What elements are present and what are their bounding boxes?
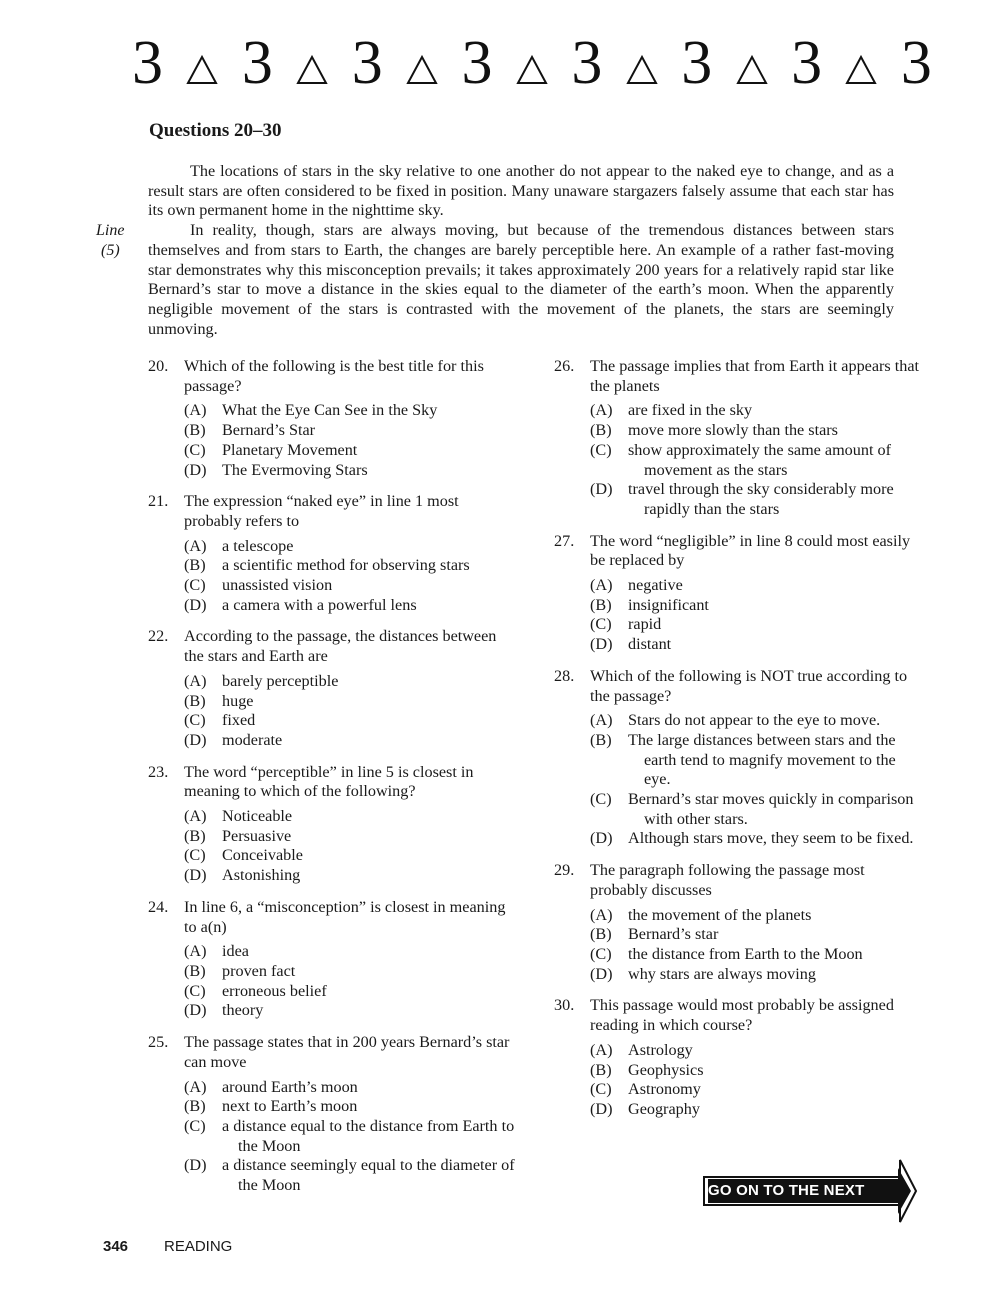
question-stem: The expression “naked eye” in line 1 most probably refers to — [184, 492, 459, 530]
answer-choice[interactable] — [590, 829, 924, 849]
answer-choice[interactable] — [184, 537, 518, 557]
question-number: 30. — [554, 996, 575, 1015]
choice-text: distant — [628, 635, 672, 654]
choice-text: the movement of the planets — [628, 905, 812, 924]
choice-letter: (C) — [184, 846, 206, 865]
answer-choice[interactable] — [184, 556, 518, 576]
answer-choice[interactable] — [184, 866, 518, 886]
choice-letter: (A) — [184, 536, 207, 555]
choice-letter: (D) — [184, 595, 207, 614]
answer-choice[interactable] — [184, 1001, 518, 1021]
triangle-icon — [515, 53, 549, 87]
answer-choice[interactable] — [184, 1117, 518, 1156]
choice-letter: (D) — [184, 1001, 207, 1020]
choice-text: insignificant — [628, 595, 709, 614]
question-stem: The word “negligible” in line 8 could most easily be replaced by — [590, 531, 911, 570]
choice-text: Geography — [628, 1099, 700, 1118]
choice-letter: (B) — [184, 556, 206, 575]
section-number: 3 — [571, 29, 603, 97]
choice-letter: (B) — [184, 826, 206, 845]
question-number: 26. — [554, 357, 575, 375]
question-stem: The paragraph following the passage most probably discusses — [590, 861, 865, 899]
choice-text: Astonishing — [222, 866, 301, 885]
answer-choice[interactable] — [590, 965, 924, 985]
answer-choice[interactable] — [590, 711, 924, 731]
choice-letter: (D) — [590, 829, 613, 848]
question-item — [148, 492, 518, 615]
section-number: 3 — [132, 29, 163, 97]
choice-text: Astronomy — [628, 1080, 701, 1099]
answer-choice[interactable] — [184, 692, 518, 712]
choice-text: a distance equal to the distance from Earth to the Moon — [222, 1116, 515, 1155]
answer-choice[interactable] — [590, 925, 924, 945]
choice-letter: (A) — [590, 401, 613, 420]
section-number: 3 — [461, 29, 493, 97]
page-number: 346 — [103, 1238, 129, 1255]
answer-choice[interactable] — [590, 945, 924, 965]
choice-text: huge — [222, 691, 254, 710]
choice-text: a camera with a powerful lens — [222, 595, 417, 614]
choice-letter: (C) — [184, 1116, 206, 1135]
question-number: 22. — [148, 627, 169, 646]
choice-letter: (D) — [184, 866, 207, 885]
answer-choice[interactable] — [590, 1041, 924, 1061]
question-number: 24. — [148, 897, 169, 916]
choice-letter: (C) — [590, 790, 612, 809]
choice-letter: (D) — [184, 460, 207, 479]
triangle-icon — [295, 53, 329, 87]
answer-choice[interactable] — [590, 480, 924, 519]
question-number: 27. — [554, 531, 575, 550]
answer-choice[interactable] — [590, 576, 924, 596]
question-stem: According to the passage, the distances between the stars and Earth are — [184, 627, 497, 666]
section-header-band — [132, 28, 932, 98]
triangle-icon — [185, 53, 219, 87]
question-item — [554, 861, 924, 984]
answer-choice[interactable] — [590, 596, 924, 616]
choice-letter: (B) — [184, 1097, 206, 1116]
choice-letter: (A) — [184, 942, 207, 961]
answer-choice[interactable] — [184, 807, 518, 827]
answer-choice[interactable] — [184, 1097, 518, 1117]
choice-text: Persuasive — [222, 826, 292, 845]
choice-text: The Evermoving Stars — [222, 460, 368, 479]
question-number: 23. — [148, 762, 169, 781]
question-item — [554, 357, 924, 520]
answer-choice[interactable] — [184, 401, 518, 421]
choice-letter: (A) — [184, 1077, 207, 1096]
choice-text: fixed — [222, 711, 256, 730]
choice-letter: (C) — [590, 615, 612, 634]
choice-letter: (B) — [590, 1060, 612, 1079]
choice-text: proven fact — [222, 961, 296, 980]
question-item — [148, 898, 518, 1021]
choice-letter: (A) — [590, 576, 613, 595]
choice-text: travel through the sky considerably more rapidly than the stars — [628, 480, 894, 518]
choice-letter: (B) — [184, 691, 206, 710]
choice-text: a scientific method for observing stars — [222, 556, 470, 575]
question-item — [148, 763, 518, 886]
choice-text: why stars are always moving — [628, 964, 816, 983]
answer-choice[interactable] — [590, 731, 924, 790]
question-stem: The passage states that in 200 years Bernard’s star can move — [184, 1033, 510, 1071]
passage-paragraph: The locations of stars in the sky relative to one another do not appear to the naked eye to change, and as a result stars are often considered to be fixed in position. Many unaware stargazers falsely assume that each star has its own permanent home in the nighttime sky. — [148, 162, 894, 220]
question-item — [148, 627, 518, 750]
choice-letter: (C) — [184, 576, 206, 595]
answer-choice[interactable] — [184, 1156, 518, 1195]
choice-letter: (D) — [184, 730, 207, 749]
answer-choice[interactable] — [184, 672, 518, 692]
choice-text: a distance seemingly equal to the diameter of the Moon — [222, 1156, 515, 1195]
questions-right-column — [554, 357, 924, 1132]
answer-choice[interactable] — [590, 1100, 924, 1120]
question-number: 25. — [148, 1033, 169, 1052]
line-number: (5) — [101, 242, 120, 259]
section-name: READING — [164, 1238, 233, 1255]
choice-letter: (B) — [590, 925, 612, 944]
choice-text: What the Eye Can See in the Sky — [222, 401, 438, 420]
choice-letter: (D) — [590, 1099, 613, 1118]
choice-text: show approximately the same amount of movement as the stars — [628, 440, 891, 479]
choice-letter: (A) — [590, 905, 613, 924]
choice-text: around Earth’s moon — [222, 1077, 358, 1096]
answer-choice[interactable] — [590, 906, 924, 926]
answer-choice[interactable] — [590, 401, 924, 421]
answer-choice[interactable] — [184, 441, 518, 461]
choice-text: moderate — [222, 730, 283, 749]
choice-text: Planetary Movement — [222, 440, 358, 459]
choice-text: Bernard’s star — [628, 925, 719, 944]
choice-text: Astrology — [628, 1040, 693, 1059]
question-stem: Which of the following is NOT true according to the passage? — [590, 666, 908, 705]
question-stem: Which of the following is the best title for this passage? — [184, 357, 484, 395]
choice-letter: (A) — [590, 711, 613, 730]
choice-letter: (C) — [590, 1080, 612, 1099]
choice-text: theory — [222, 1001, 264, 1020]
question-number: 21. — [148, 492, 169, 511]
section-number: 3 — [241, 29, 273, 97]
choice-text: Geophysics — [628, 1060, 704, 1079]
choice-text: are fixed in the sky — [628, 401, 753, 420]
choice-letter: (D) — [184, 1156, 207, 1175]
answer-choice[interactable] — [184, 421, 518, 441]
answer-choice[interactable] — [590, 1061, 924, 1081]
choice-text: erroneous belief — [222, 981, 327, 1000]
section-number: 3 — [900, 29, 932, 97]
choice-text: barely perceptible — [222, 671, 339, 690]
answer-choice[interactable] — [184, 942, 518, 962]
choice-text: Conceivable — [222, 846, 303, 865]
choice-letter: (D) — [590, 964, 613, 983]
choice-text: rapid — [628, 615, 662, 634]
choice-letter: (B) — [184, 961, 206, 980]
choice-letter: (C) — [184, 711, 206, 730]
choice-text: unassisted vision — [222, 576, 333, 595]
choice-letter: (B) — [590, 595, 612, 614]
answer-choice[interactable] — [184, 461, 518, 481]
choice-text: Although stars move, they seem to be fixed. — [628, 829, 914, 848]
answer-choice[interactable] — [184, 846, 518, 866]
answer-choice[interactable] — [590, 421, 924, 441]
choice-letter: (A) — [184, 671, 207, 690]
answer-choice[interactable] — [590, 615, 924, 635]
question-item — [554, 667, 924, 849]
triangle-icon — [625, 53, 659, 87]
choice-letter: (C) — [590, 440, 612, 459]
section-number: 3 — [791, 29, 823, 97]
choice-letter: (D) — [590, 635, 613, 654]
choice-text: negative — [628, 576, 683, 595]
choice-text: the distance from Earth to the Moon — [628, 944, 863, 963]
section-number: 3 — [351, 29, 383, 97]
choice-letter: (C) — [590, 944, 612, 963]
choice-letter: (C) — [184, 981, 206, 1000]
answer-choice[interactable] — [590, 790, 924, 829]
question-number: 28. — [554, 666, 575, 685]
choice-text: Stars do not appear to the eye to move. — [628, 711, 881, 730]
passage-paragraph: In reality, though, stars are always moving, but because of the tremendous distances between stars themselves and from stars to Earth, the changes are barely perceptible here. An example of a rather fast-moving star demonstrates why this misconception prevails; it takes approximately 200 years for a relatively rapid star like Bernard’s star to move a distance in the skies equal to the diameter of the earth’s moon. When the apparently negligible movement of the stars is contrasted with the movement of the planets, the stars are seemingly unmoving. — [148, 221, 894, 338]
go-on-label: GO ON TO THE NEXT PAGE — [708, 1182, 865, 1221]
answer-choice[interactable] — [184, 711, 518, 731]
choice-letter: (A) — [590, 1040, 613, 1059]
choice-text: Noticeable — [222, 807, 293, 826]
choice-letter: (B) — [590, 730, 612, 749]
choice-text: next to Earth’s moon — [222, 1097, 358, 1116]
choice-letter: (B) — [184, 421, 206, 440]
choice-letter: (D) — [590, 480, 613, 499]
choice-text: Bernard’s star moves quickly in comparison with other stars. — [628, 790, 914, 828]
question-stem: In line 6, a “misconception” is closest in meaning to a(n) — [184, 897, 506, 936]
question-stem: The word “perceptible” in line 5 is closest in meaning to which of the following? — [184, 762, 474, 801]
question-item — [148, 357, 518, 480]
answer-choice[interactable] — [184, 576, 518, 596]
triangle-icon — [405, 53, 439, 87]
answer-choice[interactable] — [184, 731, 518, 751]
question-item — [554, 996, 924, 1119]
triangle-icon — [844, 53, 878, 87]
question-stem: The passage implies that from Earth it appears that the planets — [590, 357, 920, 395]
questions-heading: Questions 20–30 — [149, 120, 282, 141]
choice-text: Bernard’s Star — [222, 421, 316, 440]
answer-choice[interactable] — [184, 1078, 518, 1098]
line-label: Line — [96, 222, 125, 239]
reading-passage — [148, 162, 894, 339]
answer-choice[interactable] — [590, 441, 924, 480]
triangle-icon — [735, 53, 769, 87]
choice-letter: (B) — [590, 421, 612, 440]
answer-choice[interactable] — [184, 962, 518, 982]
question-item — [148, 1033, 518, 1196]
question-item — [554, 532, 924, 655]
choice-text: idea — [222, 942, 249, 961]
question-number: 20. — [148, 357, 169, 375]
section-number: 3 — [681, 29, 713, 97]
choice-text: The large distances between stars and the earth tend to magnify movement to the eye. — [628, 730, 896, 789]
choice-letter: (A) — [184, 807, 207, 826]
question-number: 29. — [554, 861, 575, 880]
answer-choice[interactable] — [184, 596, 518, 616]
answer-choice[interactable] — [590, 635, 924, 655]
questions-left-column — [148, 357, 518, 1208]
answer-choice[interactable] — [590, 1080, 924, 1100]
choice-text: move more slowly than the stars — [628, 421, 838, 440]
choice-letter: (A) — [184, 401, 207, 420]
question-stem: This passage would most probably be assigned reading in which course? — [590, 996, 894, 1035]
answer-choice[interactable] — [184, 982, 518, 1002]
choice-text: a telescope — [222, 536, 294, 555]
answer-choice[interactable] — [184, 827, 518, 847]
choice-letter: (C) — [184, 440, 206, 459]
